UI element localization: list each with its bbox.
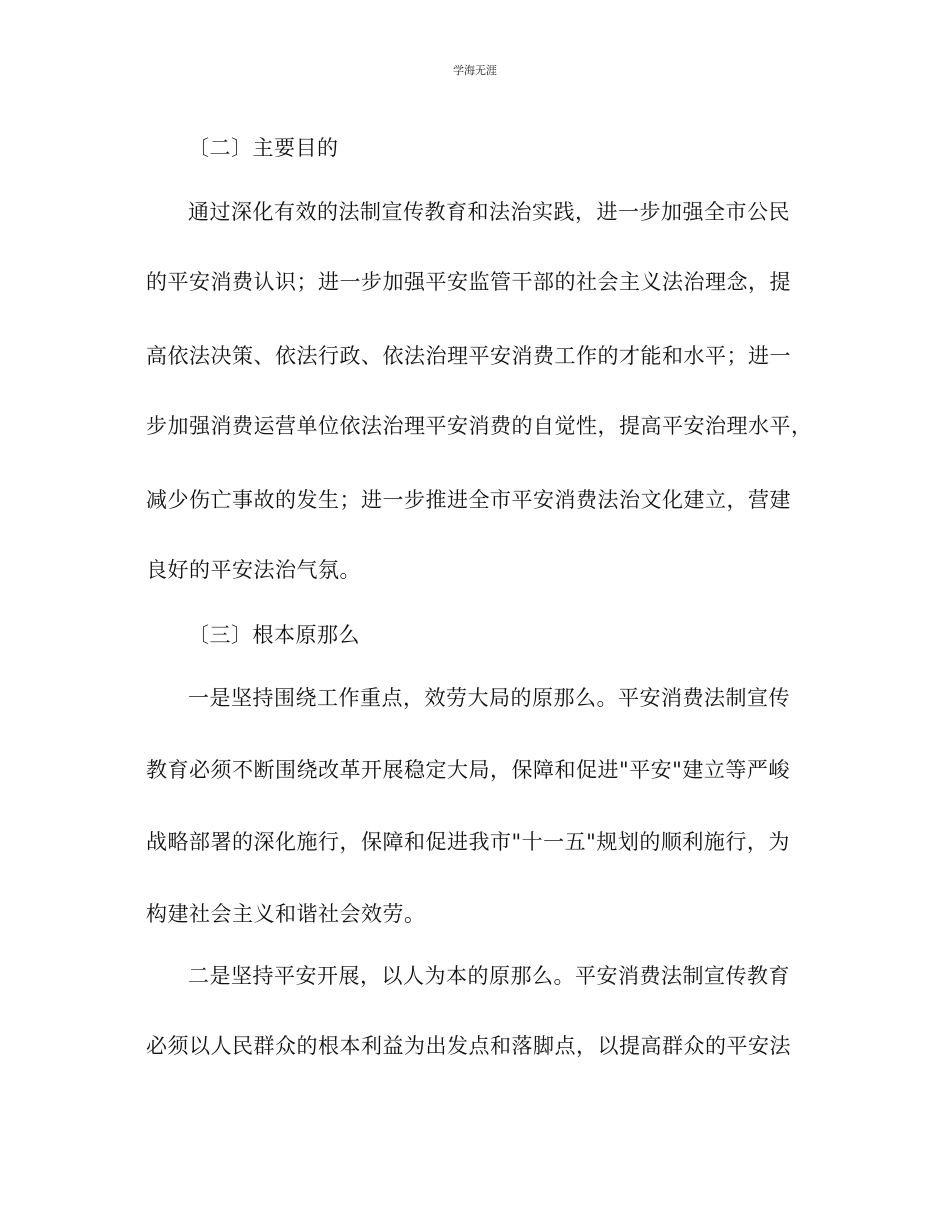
body-line: 战略部署的深化施行，保障和促进我市"十一五"规划的顺利施行，为: [146, 830, 790, 854]
body-line: 高依法决策、依法行政、依法治理平安消费工作的才能和水平；进一: [146, 344, 791, 368]
body-line: 教育必须不断围绕改革开展稳定大局，保障和促进"平安"建立等严峻: [146, 758, 790, 782]
page-header: 学海无涯: [453, 64, 497, 77]
body-line: 一是坚持围绕工作重点，效劳大局的原那么。平安消费法制宣传: [188, 686, 790, 710]
body-line: 二是坚持平安开展，以人为本的原那么。平安消费法制宣传教育: [188, 964, 790, 988]
section-heading-2: 〔二〕主要目的: [188, 136, 339, 160]
body-line: 步加强消费运营单位依法治理平安消费的自觉性，提高平安治理水平，: [146, 414, 813, 438]
body-line: 的平安消费认识；进一步加强平安监管干部的社会主义法治理念，提: [146, 270, 791, 294]
body-line: 减少伤亡事故的发生；进一步推进全市平安消费法治文化建立，营建: [146, 488, 791, 512]
body-line: 构建社会主义和谐社会效劳。: [146, 902, 426, 926]
section-heading-3: 〔三〕根本原那么: [188, 623, 360, 647]
body-line: 通过深化有效的法制宣传教育和法治实践，进一步加强全市公民: [188, 200, 790, 224]
body-line: 良好的平安法治气氛。: [146, 558, 361, 582]
body-line: 必须以人民群众的根本利益为出发点和落脚点，以提高群众的平安法: [146, 1034, 791, 1058]
